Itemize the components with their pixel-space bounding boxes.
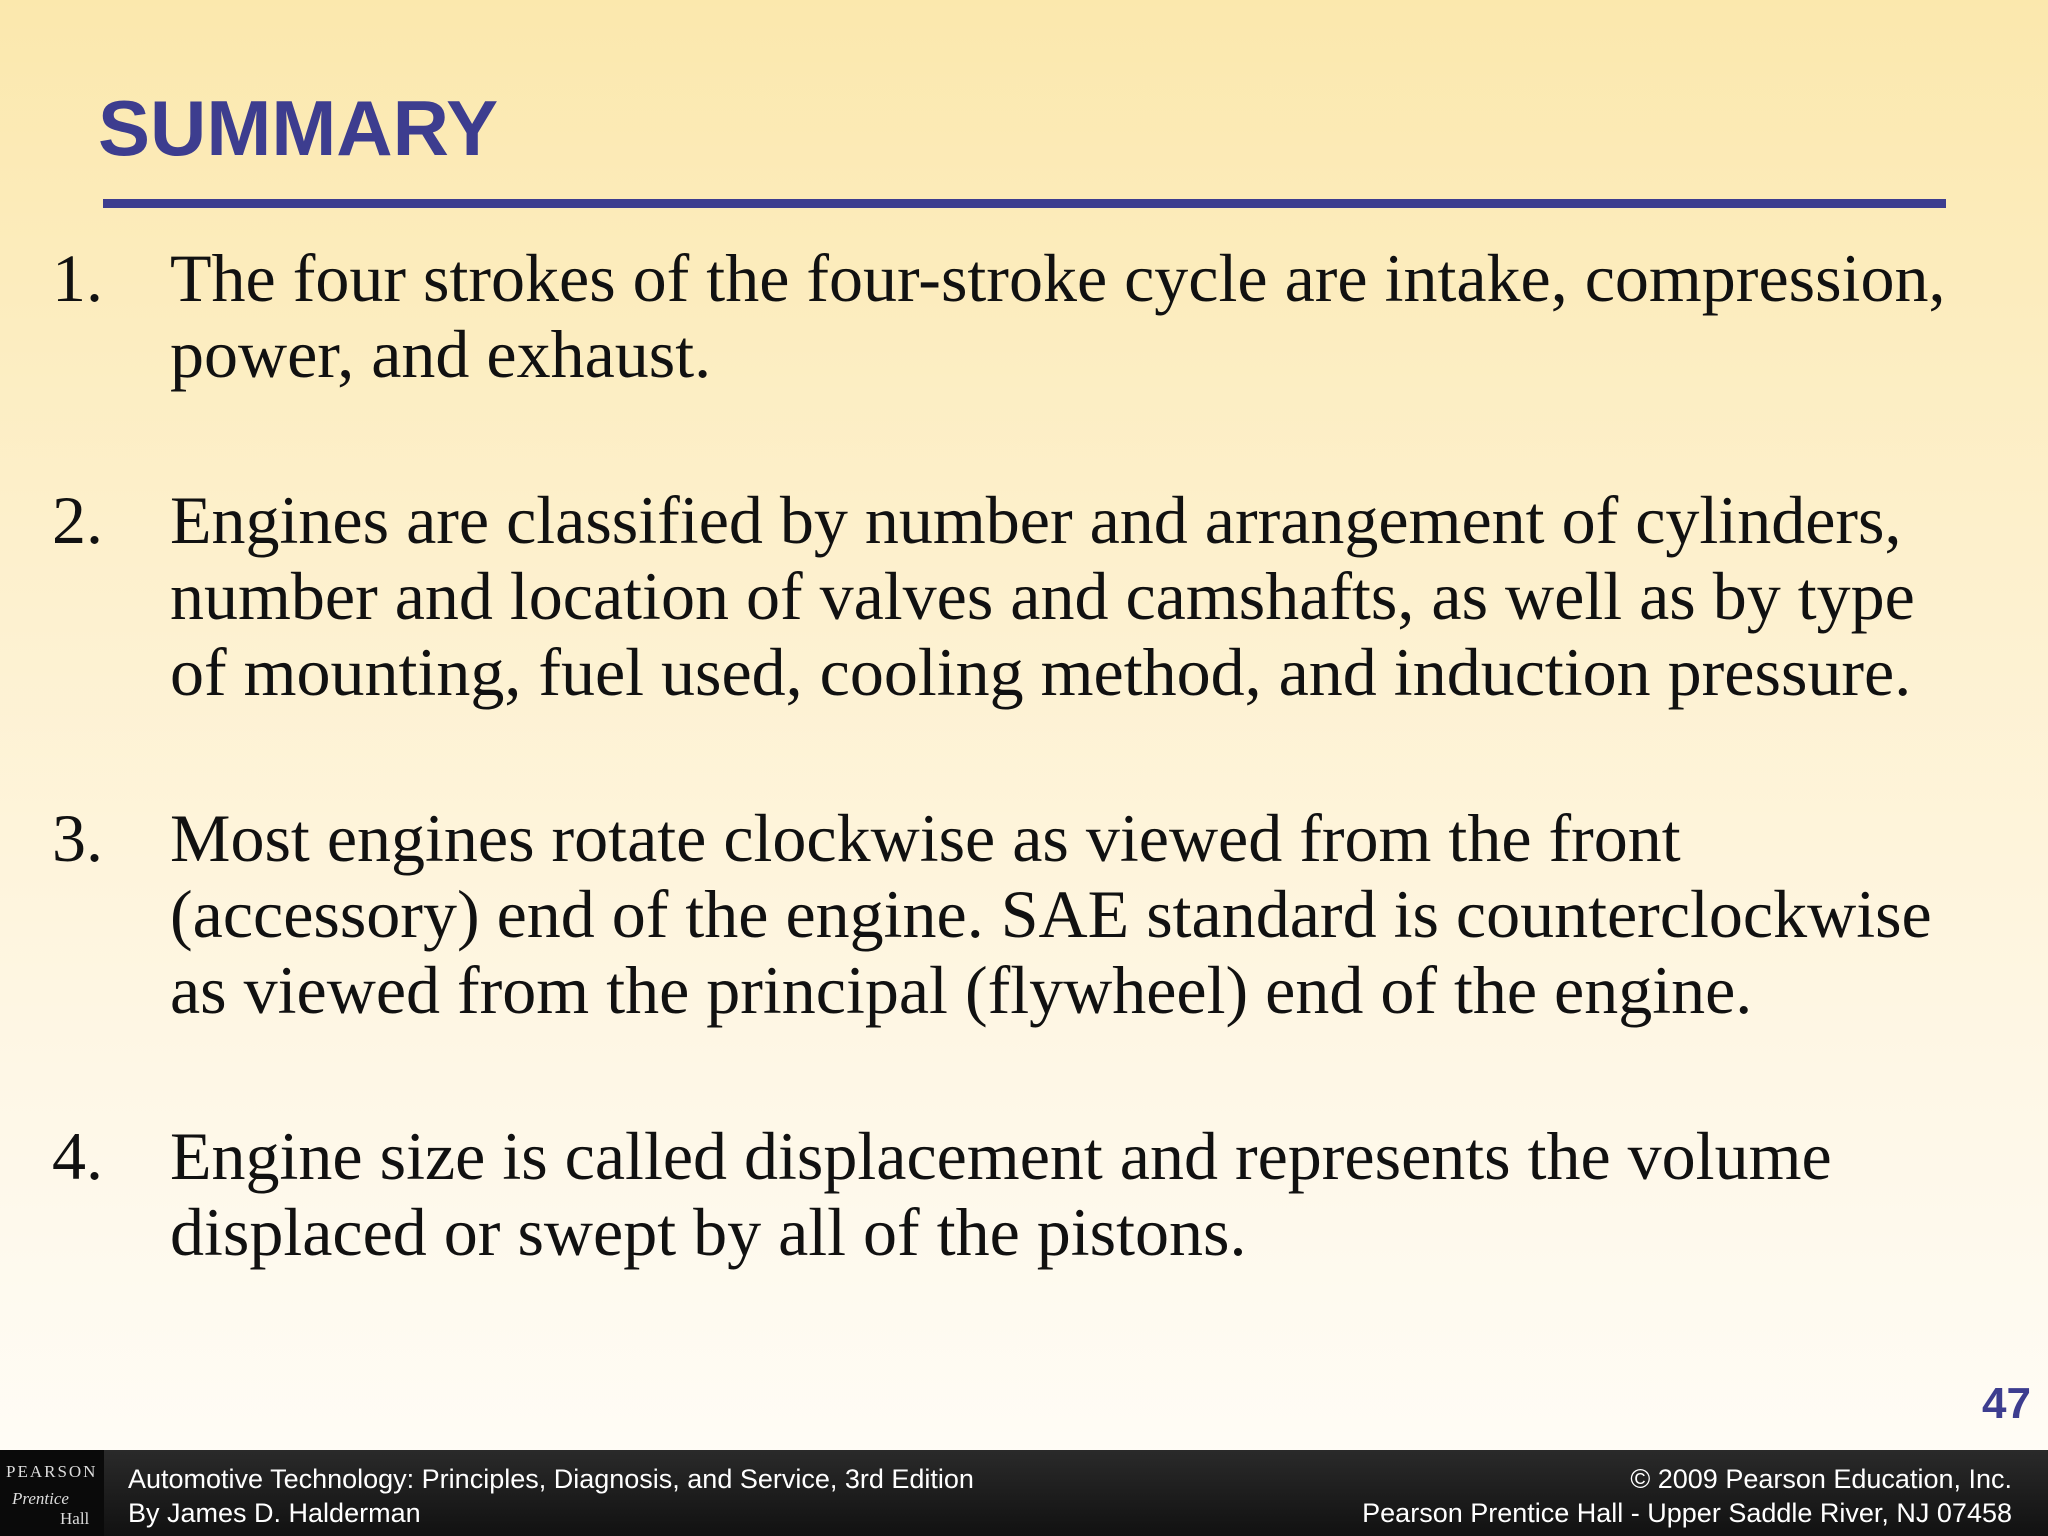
item-text-line: (accessory) end of the engine. SAE standard is counterclockwise [170, 876, 1932, 952]
logo-pearson-text: PEARSON [6, 1462, 98, 1481]
item-text-line: as viewed from the principal (flywheel) end of the engine. [170, 952, 1753, 1028]
footer-publisher-info [1362, 1462, 2012, 1530]
footer-author: By James D. Halderman [128, 1498, 421, 1528]
footer-copyright: © 2009 Pearson Education, Inc. [1630, 1464, 2012, 1494]
item-number: 2. [52, 482, 103, 558]
title-underline-divider [103, 199, 1946, 208]
item-text-line: The four strokes of the four-stroke cycle are intake, compression, [170, 240, 1946, 316]
footer-book-info [128, 1462, 974, 1530]
item-text-line: power, and exhaust. [170, 316, 712, 392]
item-text-line: number and location of valves and camshafts, as well as by type [170, 558, 1915, 634]
item-text-line: Engines are classified by number and arrangement of cylinders, [170, 482, 1902, 558]
page-number: 47 [1982, 1379, 2031, 1428]
item-text [170, 800, 1970, 1028]
item-text-line: Most engines rotate clockwise as viewed from the front [170, 800, 1681, 876]
logo-prentice-text: Prentice [12, 1489, 69, 1508]
slide-title: SUMMARY [98, 84, 499, 172]
item-text [170, 1118, 1970, 1270]
item-number: 4. [52, 1118, 103, 1194]
footer-publisher-address: Pearson Prentice Hall - Upper Saddle River, NJ 07458 [1362, 1498, 2012, 1528]
pearson-prentice-hall-logo [0, 1450, 104, 1536]
item-number: 3. [52, 800, 103, 876]
logo-hall-text: Hall [60, 1509, 90, 1528]
footer-book-title: Automotive Technology: Principles, Diagnosis, and Service, 3rd Edition [128, 1464, 974, 1494]
footer-bar [0, 1450, 2048, 1536]
item-text-line: Engine size is called displacement and represents the volume [170, 1118, 1832, 1194]
item-text-line: displaced or swept by all of the pistons. [170, 1194, 1247, 1270]
item-text [170, 240, 1970, 392]
item-number: 1. [52, 240, 103, 316]
item-text [170, 482, 1970, 710]
item-text-line: of mounting, fuel used, cooling method, and induction pressure. [170, 634, 1912, 710]
